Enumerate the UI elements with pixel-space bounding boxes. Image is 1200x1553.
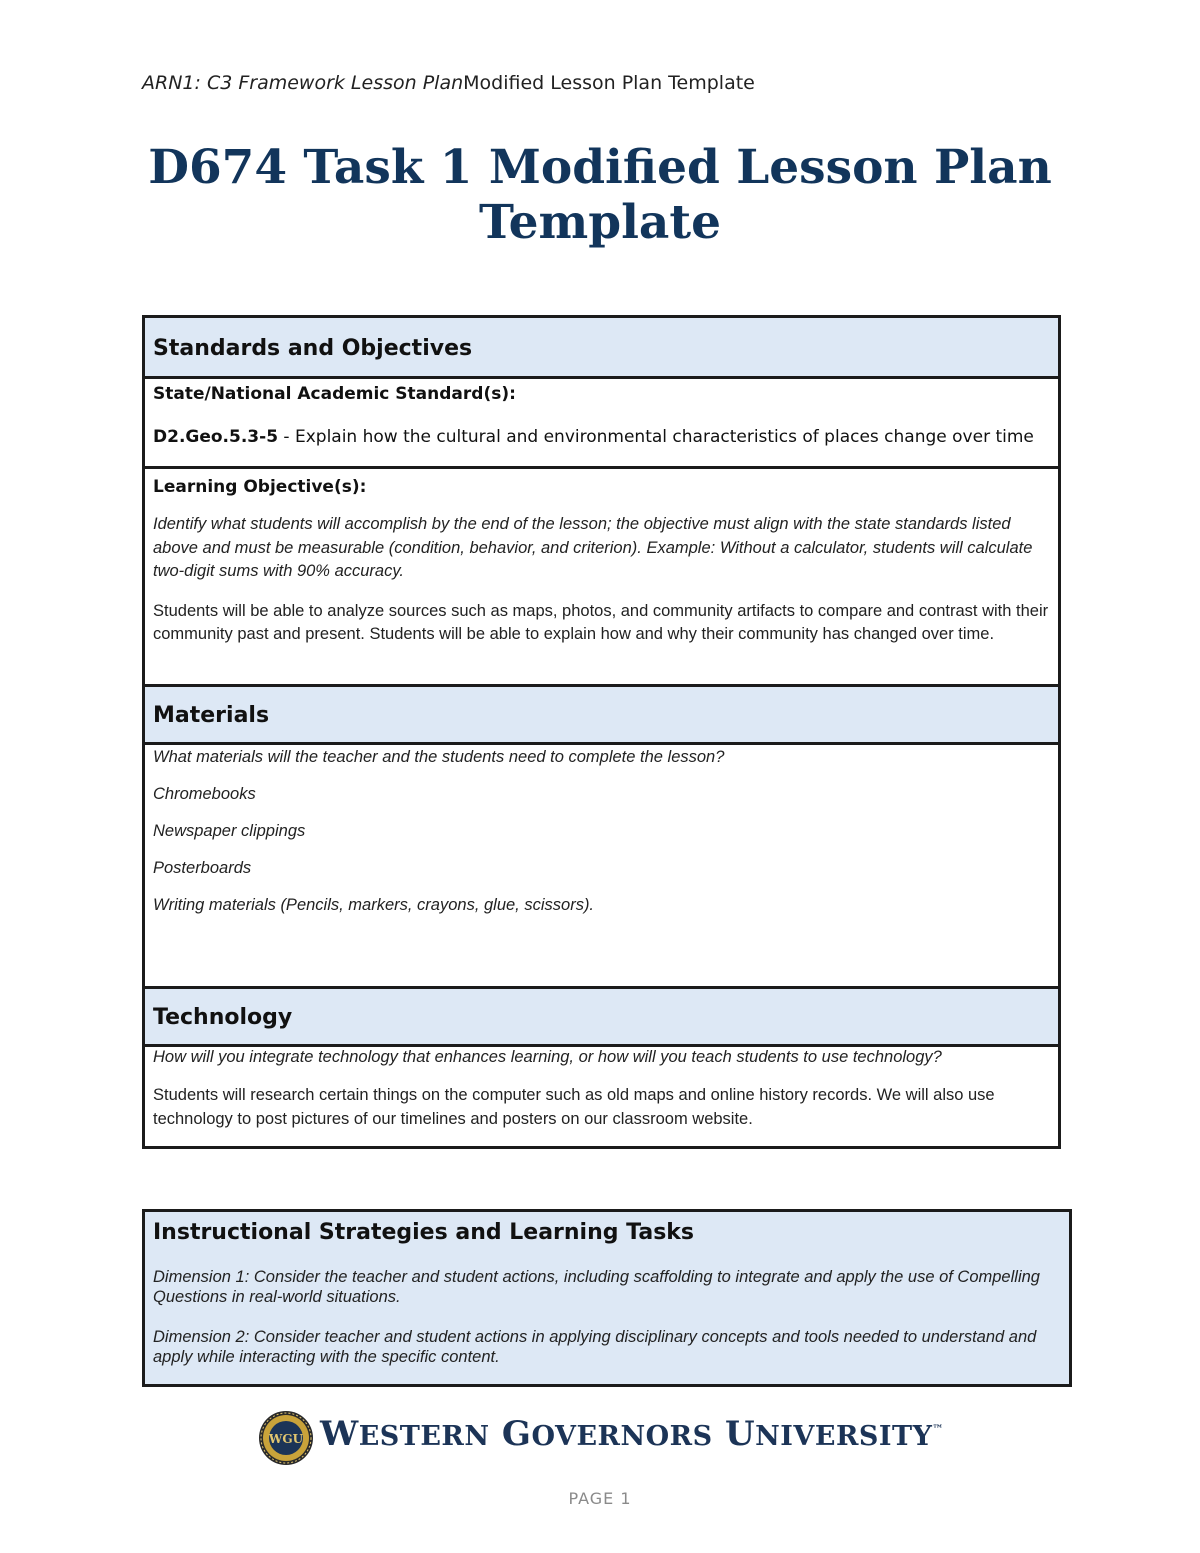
- materials-item: Posterboards: [153, 859, 252, 877]
- objectives-cell: [144, 468, 1060, 686]
- wordmark-u: U: [724, 1414, 756, 1454]
- technology-header-cell: [144, 988, 1060, 1046]
- standards-heading: Standards and Objectives: [153, 336, 473, 361]
- running-header: [142, 72, 755, 94]
- title-line-2: Template: [479, 195, 721, 250]
- objective-text: Students will be able to analyze sources such as maps, photos, and community artifacts to compare and contrast with their community past and present. Students will be able to explain how and why their community has changed over time.: [153, 601, 1049, 643]
- technology-cell: [144, 1046, 1060, 1148]
- wordmark-g: G: [501, 1414, 532, 1454]
- dimension-1: Dimension 1: Consider the teacher and student actions, including scaffolding to integrate and apply the use of Compelling Questions in real-world situations.: [153, 1268, 1040, 1306]
- materials-header-cell: [144, 686, 1060, 744]
- standard-label: State/National Academic Standard(s):: [153, 384, 516, 404]
- wgu-seal-text: WGU: [268, 1432, 304, 1446]
- standard-statement: [153, 427, 1050, 447]
- instructional-cell: [144, 1211, 1071, 1386]
- materials-item: Newspaper clippings: [153, 822, 306, 840]
- dimension-2: Dimension 2: Consider teacher and student actions in applying disciplinary concepts and tools needed to understand and apply while interacting with the specific content.: [153, 1328, 1037, 1366]
- title-line-1: D674 Task 1 Modified Lesson Plan: [148, 140, 1052, 195]
- objective-label: Learning Objective(s):: [153, 477, 367, 497]
- wordmark-estern: ESTERN: [358, 1421, 490, 1452]
- wordmark-tm: ™: [932, 1422, 944, 1436]
- standard-text: - Explain how the cultural and environmental characteristics of places change over time: [278, 427, 1034, 447]
- page-number: PAGE 1: [568, 1489, 632, 1508]
- materials-item: Chromebooks: [153, 785, 256, 803]
- materials-item: Writing materials (Pencils, markers, crayons, glue, scissors).: [153, 896, 595, 914]
- standard-code: D2.Geo.5.3-5: [153, 427, 279, 447]
- materials-prompt: What materials will the teacher and the students need to complete the lesson?: [153, 748, 725, 766]
- lesson-plan-table: [142, 315, 1061, 1149]
- materials-cell: [144, 744, 1060, 988]
- header-template: Modified Lesson Plan Template: [463, 72, 755, 94]
- instructional-heading: Instructional Strategies and Learning Tasks: [153, 1220, 695, 1245]
- wgu-wordmark: [320, 1414, 944, 1454]
- page-title: [0, 140, 1200, 250]
- header-course: ARN1: C3 Framework Lesson Plan: [142, 72, 464, 94]
- instructional-strategies-table: [142, 1209, 1072, 1387]
- materials-heading: Materials: [153, 703, 270, 728]
- wgu-seal-icon: [258, 1410, 314, 1466]
- wordmark-niversity: NIVERSITY: [755, 1421, 933, 1452]
- wordmark-w: W: [320, 1414, 359, 1454]
- standards-cell: [144, 378, 1060, 468]
- wgu-logo: [258, 1410, 944, 1468]
- technology-prompt: How will you integrate technology that enhances learning, or how will you teach students to use technology?: [153, 1048, 942, 1066]
- objective-prompt: Identify what students will accomplish by the end of the lesson; the objective must align with the state standards listed above and must be measurable (condition, behavior, and criterion). Example: Without a calculator, students will calculate two-digit sums with 90% accuracy.: [153, 515, 1033, 580]
- standards-header-cell: [144, 317, 1060, 378]
- technology-heading: Technology: [153, 1005, 293, 1030]
- wordmark-overnors: OVERNORS: [531, 1421, 713, 1452]
- technology-text: Students will research certain things on the computer such as old maps and online history records. We will also use technology to post pictures of our timelines and posters on our classroom website.: [153, 1086, 995, 1128]
